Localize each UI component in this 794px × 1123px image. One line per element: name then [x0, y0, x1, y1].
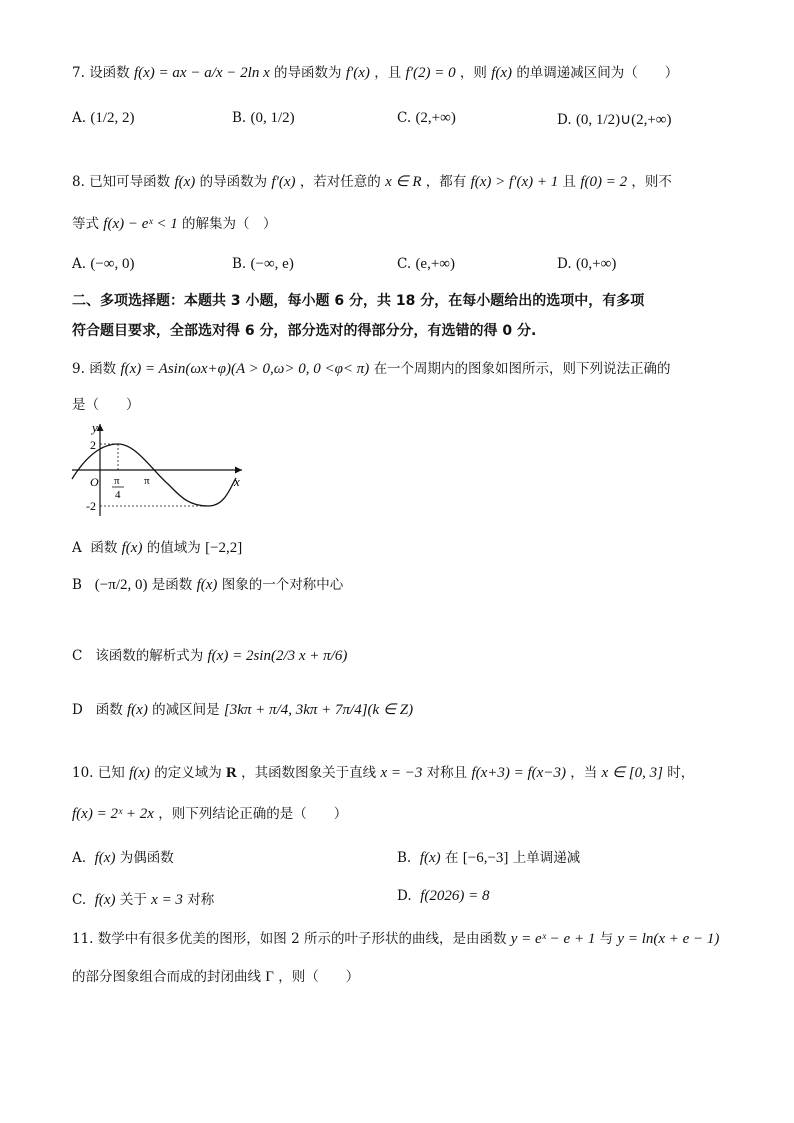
q8-stem-line2: 等式 f(x) − eˣ < 1 的解集为（ ）	[72, 216, 277, 232]
q9-option-a[interactable]: A 函数 f(x) 的值域为 [−2,2]	[72, 540, 243, 556]
q8-option-b[interactable]: B. (−∞, e)	[232, 256, 294, 272]
pi-label: π	[144, 475, 150, 487]
q10-option-b[interactable]: B. f(x) 在 [−6,−3] 上单调递减	[397, 850, 581, 866]
q11-stem-line1: 11. 数学中有很多优美的图形，如图 2 所示的叶子形状的曲线，是由函数 y = eˣ − e + 1 与 y = ln(x + e − 1)	[72, 931, 720, 947]
q8-stem-line1: 8. 已知可导函数 f(x) 的导函数为 f′(x) ，若对任意的 x ∈ R ，都有 f(x) > f′(x) + 1 且 f(0) = 2 ，则不	[72, 174, 672, 190]
y-max-label: 2	[90, 438, 96, 452]
q10-option-d[interactable]: D. f(2026) = 8	[397, 888, 490, 904]
q9-stem-line2: 是（ ）	[72, 397, 140, 413]
q7-option-b[interactable]: B. (0, 1/2)	[232, 110, 295, 126]
q7-option-c[interactable]: C. (2,+∞)	[397, 110, 456, 126]
quarter-pi-num: π	[114, 475, 120, 487]
q9-number: 9.	[72, 361, 85, 377]
q7-formula: f(x) = ax − a/x − 2ln x	[133, 65, 270, 81]
q8-option-d[interactable]: D. (0,+∞)	[557, 256, 617, 272]
q7-option-a[interactable]: A. (1/2, 2)	[72, 110, 135, 126]
q8-number: 8.	[72, 174, 85, 190]
section-heading-line2: 符合题目要求，全部选对得 6 分，部分选对的得部分分，有选错的得 0 分.	[72, 323, 537, 339]
q11-number: 11.	[72, 931, 94, 947]
q11-stem-line2: 的部分图象组合而成的封闭曲线 Γ ，则（ ）	[72, 969, 360, 985]
x-axis-label: x	[234, 474, 240, 489]
q10-option-a[interactable]: A. f(x) 为偶函数	[72, 850, 174, 866]
q7-number: 7.	[72, 65, 85, 81]
y-min-label: -2	[86, 499, 96, 513]
q9-sine-graph	[70, 418, 250, 518]
q8-option-c[interactable]: C. (e,+∞)	[397, 256, 455, 272]
q7-stem: 7. 设函数 f(x) = ax − a/x − 2ln x 的导函数为 f′(x) ，且 f′(2) = 0 ，则 f(x) 的单调递减区间为（ ）	[72, 65, 679, 81]
q9-option-b[interactable]: B (−π/2, 0) 是函数 f(x) 图象的一个对称中心	[72, 577, 344, 593]
q7-option-d[interactable]: D. (0, 1/2)∪(2,+∞)	[557, 112, 672, 128]
q10-stem-line2: f(x) = 2ˣ + 2x ，则下列结论正确的是（ ）	[72, 806, 348, 822]
q10-stem-line1: 10. 已知 f(x) 的定义域为 R ，其函数图象关于直线 x = −3 对称且 f(x+3) = f(x−3) ，当 x ∈ [0, 3] 时，	[72, 765, 695, 781]
q10-number: 10.	[72, 765, 94, 781]
q9-option-c[interactable]: C 该函数的解析式为 f(x) = 2sin(2/3 x + π/6)	[72, 648, 348, 664]
q9-option-d[interactable]: D 函数 f(x) 的减区间是 [3kπ + π/4, 3kπ + 7π/4](k ∈ Z)	[72, 702, 414, 718]
origin-label: O	[90, 475, 99, 489]
q10-option-c[interactable]: C. f(x) 关于 x = 3 对称	[72, 892, 215, 908]
q8-option-a[interactable]: A. (−∞, 0)	[72, 256, 135, 272]
quarter-pi-den: 4	[115, 489, 121, 501]
q9-formula: f(x) = Asin(ωx+φ)(A > 0,ω> 0, 0 <φ< π)	[120, 361, 370, 377]
y-axis-label: y	[92, 420, 98, 435]
q9-stem-line1: 9. 函数 f(x) = Asin(ωx+φ)(A > 0,ω> 0, 0 <φ< π) 在一个周期内的图象如图所示，则下列说法正确的	[72, 361, 671, 377]
section-heading-line1: 二、多项选择题：本题共 3 小题，每小题 6 分，共 18 分，在每小题给出的选项中，有多项	[72, 293, 645, 309]
